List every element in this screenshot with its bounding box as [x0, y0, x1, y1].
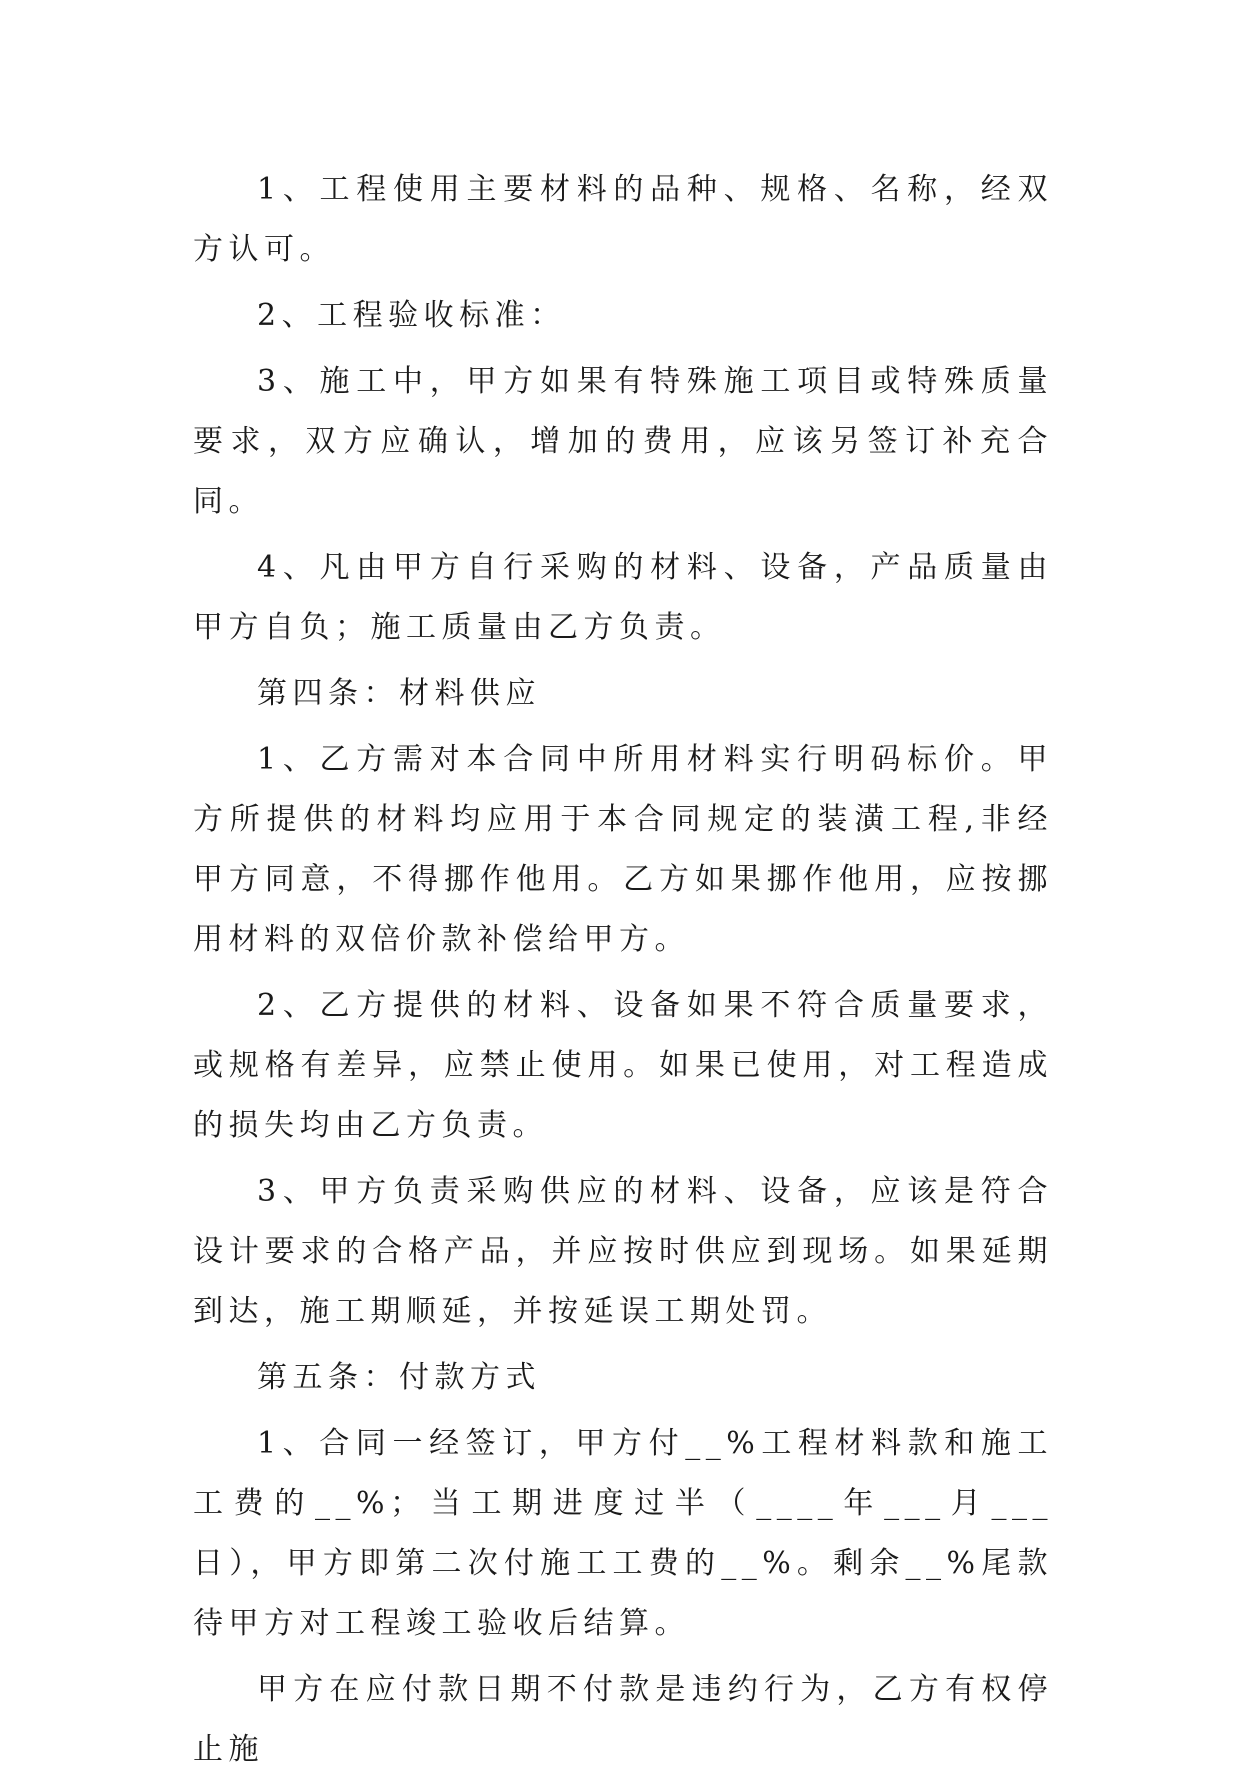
paragraph-material-pricing: 1、乙方需对本合同中所用材料实行明码标价。甲方所提供的材料均应用于本合同规定的装潢工程,非经甲方同意，不得挪作他用。乙方如果挪作他用，应按挪用材料的双倍价款补偿给甲方。 [193, 742, 1053, 957]
paragraph-nonconforming-materials: 2、乙方提供的材料、设备如果不符合质量要求，或规格有差异，应禁止使用。如果已使用，对工程造成的损失均由乙方负责。 [193, 988, 1053, 1143]
section-heading-article-5: 第五条：付款方式 [257, 1360, 541, 1395]
paragraph-late-payment: 甲方在应付款日期不付款是违约行为，乙方有权停止施 [193, 1672, 1053, 1767]
paragraph-self-purchased-quality: 4、凡由甲方自行采购的材料、设备，产品质量由甲方自负；施工质量由乙方负责。 [193, 550, 1053, 645]
paragraph-party-a-supply: 3、甲方负责采购供应的材料、设备，应该是符合设计要求的合格产品，并应按时供应到现场。如果延期到达，施工期顺延，并按延误工期处罚。 [193, 1174, 1053, 1329]
paragraph-special-requirements: 3、施工中，甲方如果有特殊施工项目或特殊质量要求，双方应确认，增加的费用，应该另签订补充合同。 [193, 364, 1053, 519]
paragraph-material-spec: 1、工程使用主要材料的品种、规格、名称，经双方认可。 [193, 172, 1053, 267]
paragraph-payment-schedule: 1、合同一经签订，甲方付__%工程材料款和施工工费的__%；当工期进度过半（____年___月___日），甲方即第二次付施工工费的__%。剩余__%尾款待甲方对工程竣工验收后结算。 [193, 1426, 1053, 1641]
section-heading-article-4: 第四条：材料供应 [257, 676, 541, 711]
paragraph-acceptance-standard: 2、工程验收标准： [257, 298, 566, 333]
document-body [193, 160, 1053, 1786]
